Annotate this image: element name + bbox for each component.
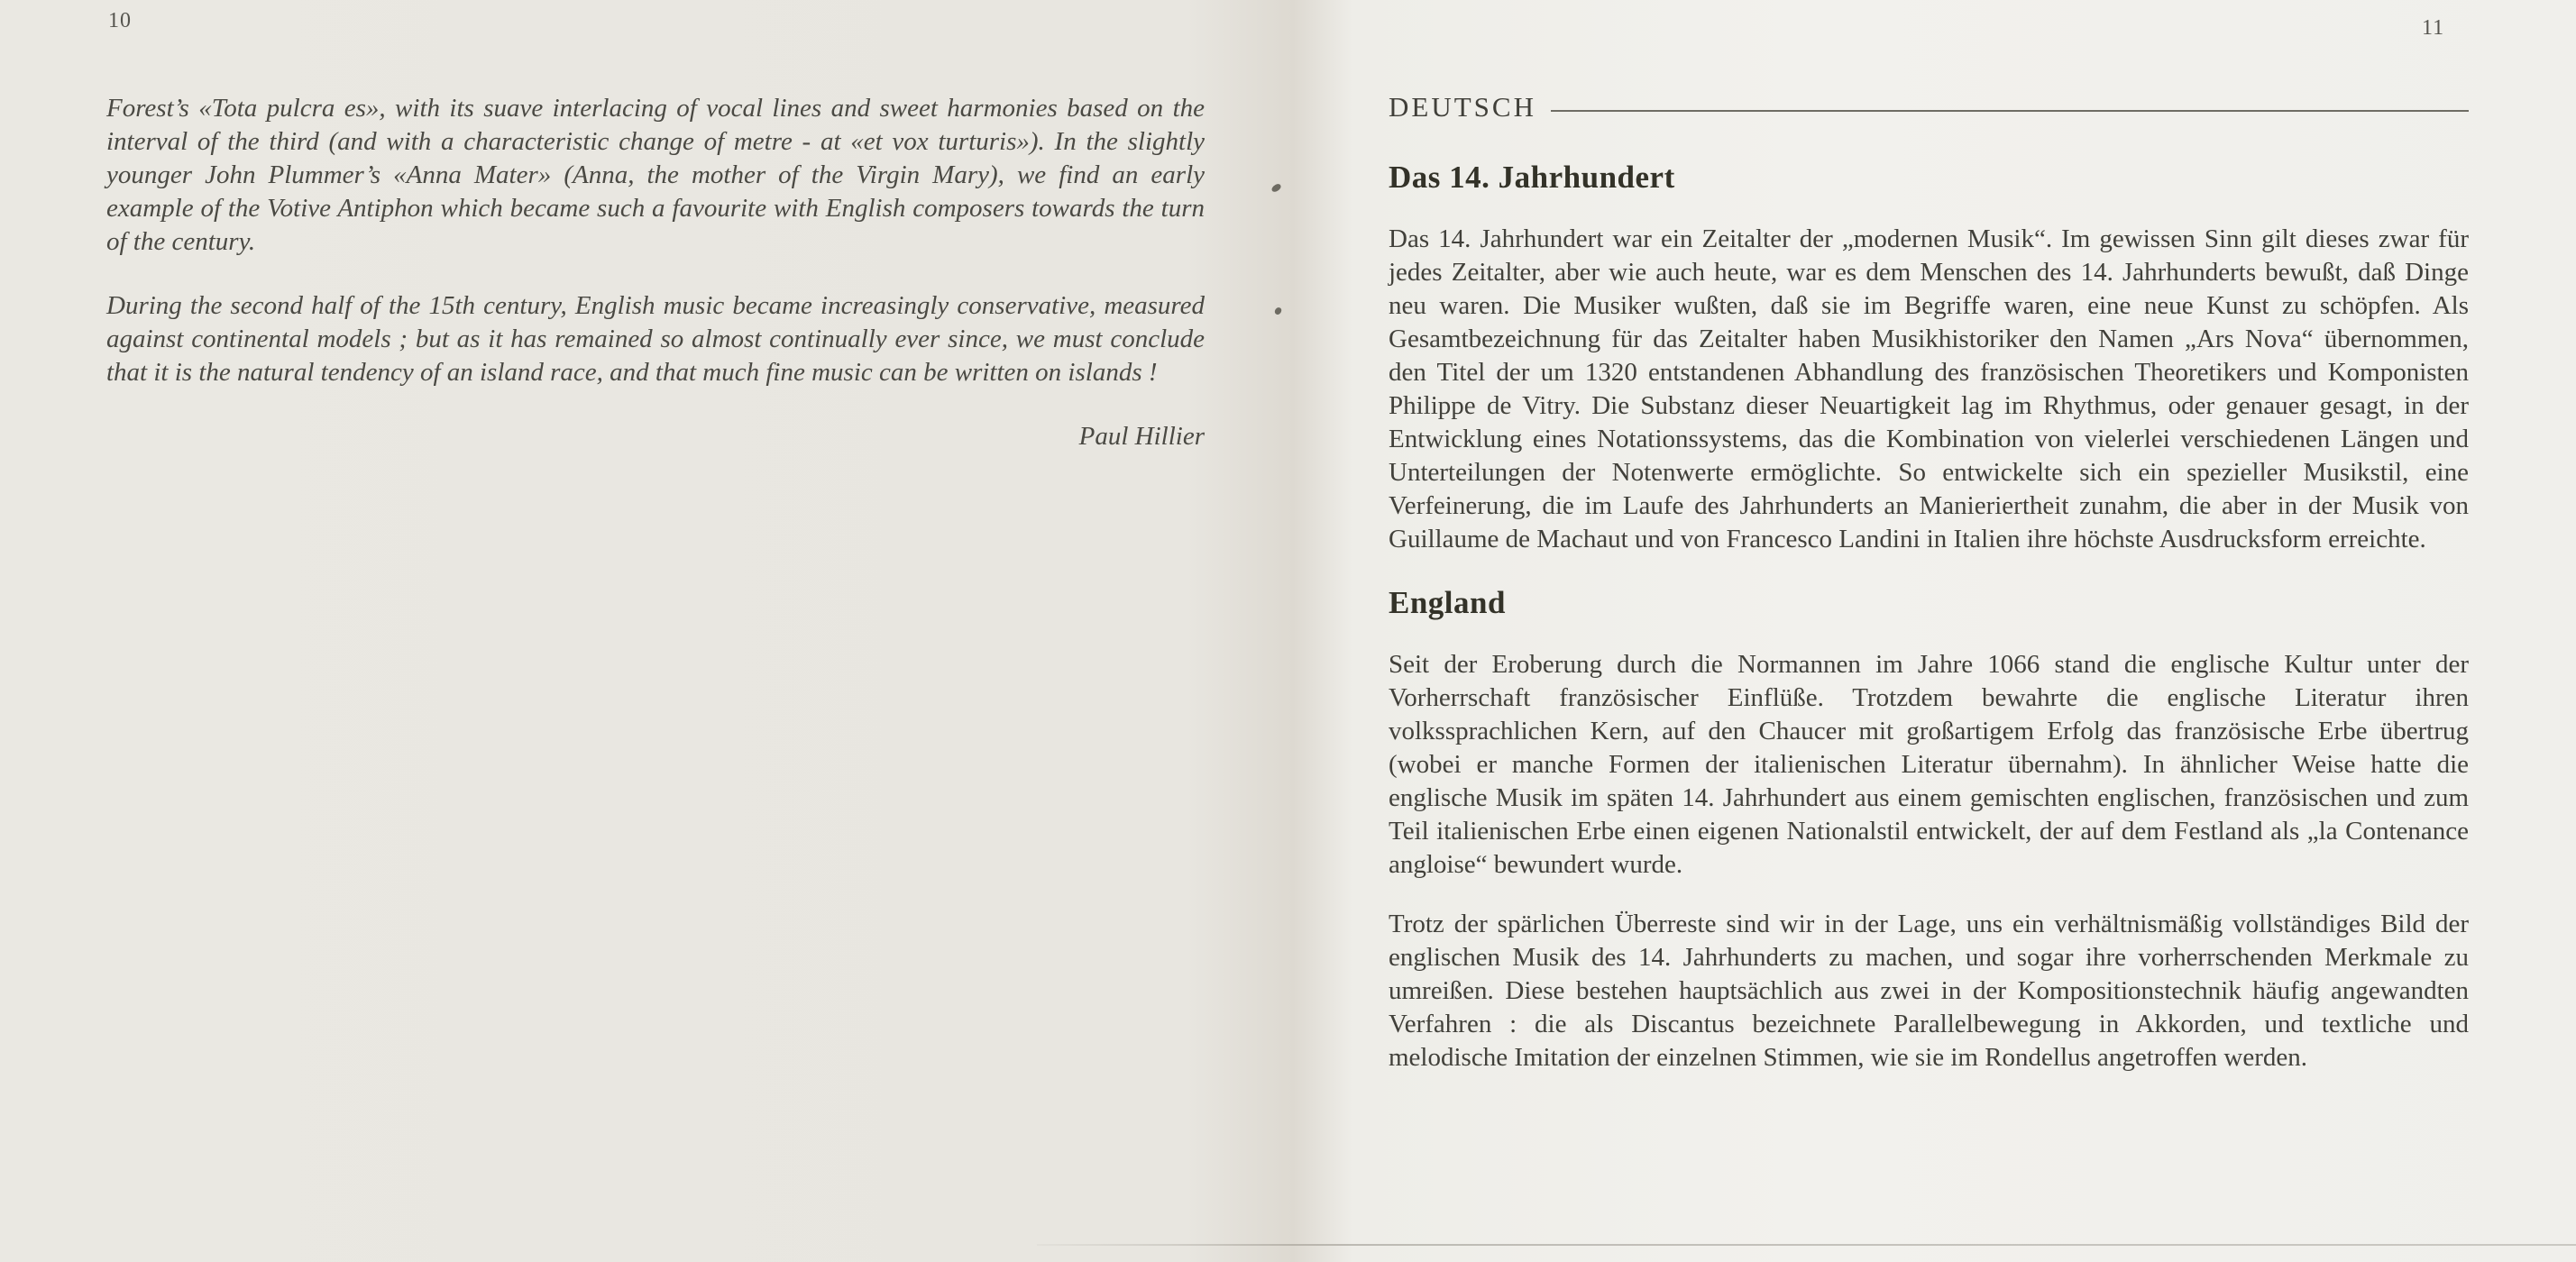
english-paragraph-1: Forest’s «Tota pulcra es», with its suave interlacing of vocal lines and sweet harmonies based on the interval of the third (and with a characteristic change of metre - at «et vox turturis»). In the slightly younger John Plummer’s «Anna Mater» (Anna, the mother of the Virgin Mary), we find an early example of the Votive Antiphon which became such a favourite with English composers towards the turn of the century. — [106, 94, 1205, 256]
page-number-right: 11 — [2422, 16, 2445, 40]
page-right — [1389, 0, 2469, 1075]
paper-speck — [1274, 306, 1282, 316]
german-paragraph-3: Trotz der spärlichen Überreste sind wir in der Lage, uns ein verhältnismäßig vollständiges Bild der englischen Musik des 14. Jahrhunderts zu machen, und sogar ihre vorherrschenden Merkmale zu umreißen. Diese bestehen hauptsächlich aus zwei in der Kompositionstechnik häufig angewandten Verfahren : die als Discantus bezeichnete Parallelbewegung in Akkorden, und textliche und melodische Imitation der einzelnen Stimmen, wie sie im Rondellus angetroffen werden. — [1389, 910, 2469, 1072]
page-edge-shadow — [1037, 1244, 2576, 1246]
section-heading-england: England — [1389, 585, 1506, 620]
language-label: DEUTSCH — [1389, 91, 1536, 123]
english-paragraph-2: During the second half of the 15th century, English music became increasingly conservative, measured against continental models ; but as it has remained so almost continually ever since, we must conclude that it is the natural tendency of an island race, and that much fine music can be written on islands ! — [106, 291, 1205, 387]
paper-speck — [1270, 183, 1282, 193]
page-number-left: 10 — [108, 9, 132, 32]
german-paragraph-2: Seit der Eroberung durch die Normannen im Jahre 1066 stand die englische Kultur unter der Vorherrschaft französischer Einflüße. Trotzdem bewahrte die englische Literatur ihren volkssprachlichen Kern, auf den Chaucer mit großartigem Erfolg das französische Erbe übertrug (wobei er manche Formen der italienischen Literatur übernahm). In ähnlicher Weise hatte die englische Musik im späten 14. Jahrhundert aus einem gemischten englischen, französischen und zum Teil italienischen Erbe einen eigenen Nationalstil entwickelt, der auf dem Festland als „la Contenance angloise“ bewundert wurde. — [1389, 650, 2469, 879]
language-section-header — [1389, 91, 2469, 123]
header-rule — [1551, 110, 2469, 112]
section-heading-14th-century: Das 14. Jahrhundert — [1389, 160, 1675, 195]
german-paragraph-1: Das 14. Jahrhundert war ein Zeitalter der „modernen Musik“. Im gewissen Sinn gilt dieses zwar für jedes Zeitalter, aber wie auch heute, war es dem Menschen des 14. Jahrhunderts bewußt, daß Dinge neu waren. Die Musiker wußten, daß sie im Begriffe waren, eine neue Kunst zu schöpfen. Als Gesamtbezeichnung für das Zeitalter haben Musikhistoriker den Namen „Ars Nova“ übernommen, den Titel der um 1320 entstandenen Abhandlung des französischen Theoretikers und Komponisten Philippe de Vitry. Die Substanz dieser Neuartigkeit lag im Rhythmus, oder genauer gesagt, in der Entwicklung eines Notationssystems, das die Kombination von vielerlei verschiedenen Längen und Unterteilungen der Notenwerte ermöglichte. So entwickelte sich ein spezieller Musikstil, eine Verfeinerung, die im Laufe des Jahrhunderts an Manieriertheit zunahm, die aber in der Musik von Guillaume de Machaut und von Francesco Landini in Italien ihre höchste Ausdrucksform erreichte. — [1389, 224, 2469, 553]
author-signature: Paul Hillier — [1078, 422, 1205, 451]
page-left — [106, 0, 1205, 452]
